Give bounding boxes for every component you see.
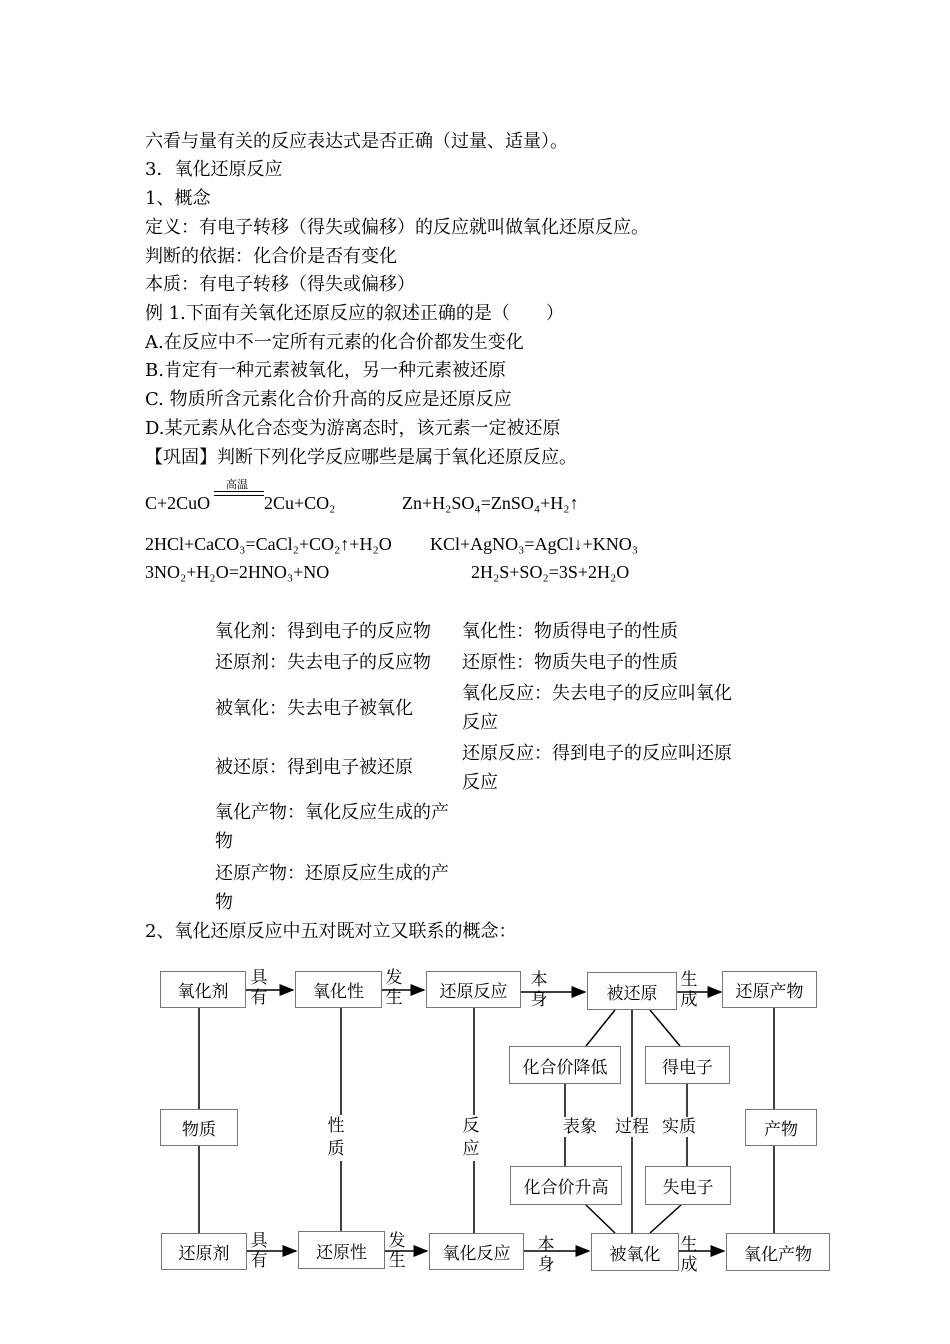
concept-oxidized: 被氧化：失去电子被氧化	[215, 698, 413, 719]
concept-reduced: 被还原：得到电子被还原	[215, 757, 413, 778]
concept-reduction-product: 还原产物：还原反应生成的产物	[215, 863, 449, 913]
criterion-line: 判断的依据：化合价是否有变化	[145, 246, 397, 267]
arrow-label-bottom-2: 发 生	[388, 1231, 406, 1271]
label-property: 性 质	[327, 1116, 345, 1159]
box-oxidation-reaction: 氧化反应	[429, 1233, 524, 1270]
practice-line: 【巩固】判断下列化学反应哪些是属于氧化还原反应。	[145, 447, 577, 468]
box-reduction-product: 还原产物	[722, 971, 817, 1008]
box-reducing: 还原性	[298, 1231, 385, 1269]
label-reaction: 反 应	[462, 1116, 480, 1159]
text-line-1: 六看与量有关的反应表达式是否正确（过量、适量）。	[145, 131, 568, 152]
equation-6: 2H₂S+SO₂=3S+2H₂O	[471, 562, 630, 582]
box-oxidized: 被氧化	[591, 1233, 679, 1271]
concept-oxidation-product: 氧化产物：氧化反应生成的产物	[215, 802, 449, 852]
arrow-label-top-3: 本 身	[530, 970, 548, 1010]
heading-redox: 3．氧化还原反应	[145, 159, 283, 180]
concept-reducing: 还原性：物质失电子的性质	[462, 652, 678, 673]
concept-oxidizing: 氧化性：物质得电子的性质	[462, 621, 678, 642]
option-a: A.在反应中不一定所有元素的化合价都发生变化	[145, 332, 524, 353]
box-reduced: 被还原	[587, 972, 677, 1010]
concept-oxidant: 氧化剂：得到电子的反应物	[215, 621, 431, 642]
equation-2: Zn+H₂SO₄=ZnSO₄+H₂↑	[402, 493, 579, 513]
box-reduction-reaction: 还原反应	[426, 971, 521, 1008]
equation-1-right: 2Cu+CO₂	[264, 493, 336, 513]
box-product: 产物	[745, 1109, 817, 1146]
concept-reductant: 还原剂：失去电子的反应物	[215, 652, 431, 673]
heading-concept: 1、概念	[145, 188, 211, 209]
box-reductant: 还原剂	[161, 1233, 247, 1270]
box-substance: 物质	[160, 1109, 238, 1146]
equation-1-left: C+2CuO	[145, 493, 211, 513]
diag-bottom-left	[586, 1205, 615, 1233]
diag-top-left	[586, 1010, 615, 1046]
equation-1-condition: 高温	[226, 478, 248, 491]
arrow-label-bottom-3: 本 身	[537, 1235, 555, 1275]
option-d: D.某元素从化合态变为游离态时，该元素一定被还原	[145, 418, 561, 439]
label-process: 过程	[615, 1117, 649, 1137]
arrow-label-bottom-1: 具 有	[250, 1231, 268, 1271]
label-essence: 实质	[662, 1117, 696, 1137]
example-question: 例 1.下面有关氧化还原反应的叙述正确的是（ ）	[145, 303, 564, 324]
arrow-label-bottom-4: 生 成	[680, 1235, 698, 1275]
box-lose-electron: 失电子	[645, 1166, 731, 1205]
arrow-label-top-4: 生 成	[680, 970, 698, 1010]
box-oxidant: 氧化剂	[160, 971, 246, 1008]
section-2-heading: 2、氧化还原反应中五对既对立又联系的概念：	[145, 921, 517, 942]
concept-oxidation-reaction: 氧化反应：失去电子的反应叫氧化反应	[462, 683, 732, 733]
option-c: C. 物质所含元素化合价升高的反应是还原反应	[145, 389, 512, 410]
diag-bottom-right	[650, 1205, 681, 1233]
equation-3: 2HCl+CaCO₃=CaCl₂+CO₂↑+H₂O	[145, 534, 392, 554]
concept-reduction-reaction: 还原反应：得到电子的反应叫还原反应	[462, 743, 732, 793]
option-b: B.肯定有一种元素被氧化，另一种元素被还原	[145, 360, 506, 381]
box-valence-increase: 化合价升高	[510, 1166, 622, 1205]
definition-line: 定义：有电子转移（得失或偏移）的反应就叫做氧化还原反应。	[145, 217, 649, 238]
equation-5: 3NO₂+H₂O=2HNO₃+NO	[145, 562, 330, 582]
essence-line: 本质：有电子转移（得失或偏移）	[145, 274, 415, 295]
box-gain-electron: 得电子	[645, 1046, 730, 1084]
equation-4: KCl+AgNO₃=AgCl↓+KNO₃	[430, 534, 639, 554]
label-appearance: 表象	[563, 1117, 597, 1137]
arrow-label-top-1: 具 有	[250, 968, 268, 1008]
arrow-label-top-2: 发 生	[385, 968, 403, 1008]
diag-top-right	[650, 1010, 680, 1046]
box-valence-decrease: 化合价降低	[509, 1046, 621, 1084]
box-oxidation-product: 氧化产物	[726, 1233, 830, 1271]
box-oxidizing: 氧化性	[295, 971, 382, 1008]
